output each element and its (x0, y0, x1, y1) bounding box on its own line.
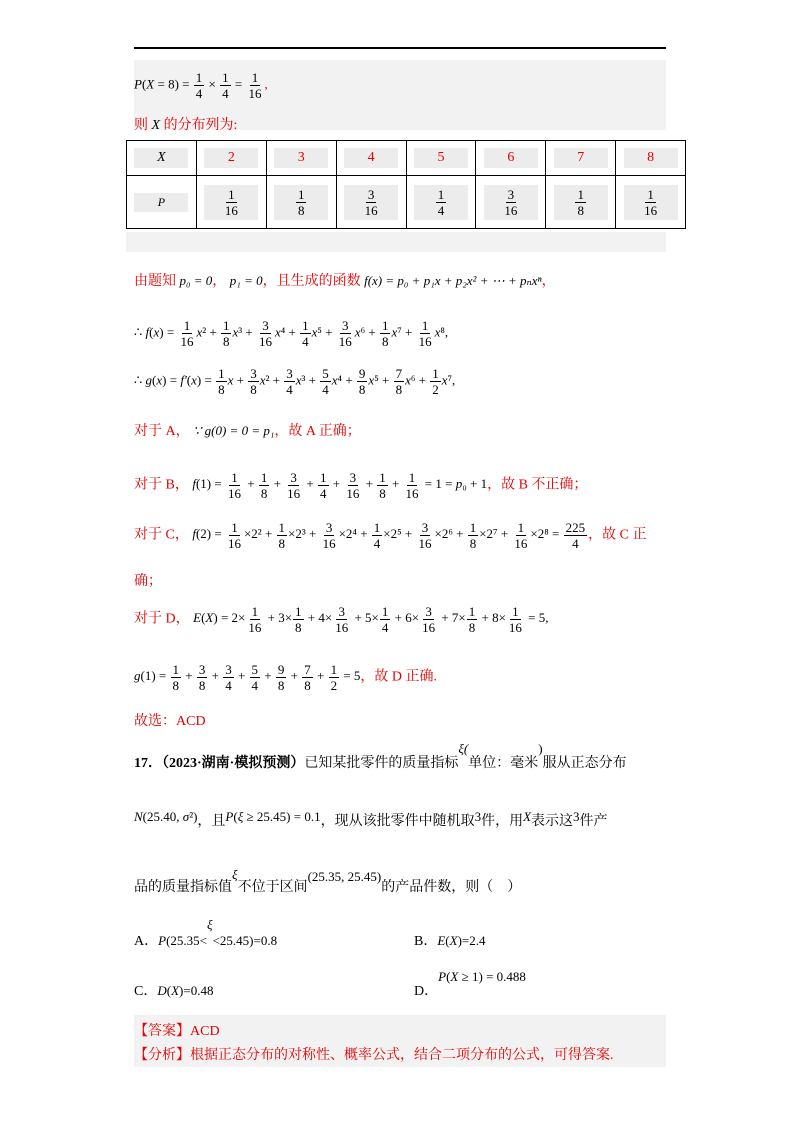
option-c-analysis: 对于 C， f(2) = $\frac{1}{16}$ ×2² + $\frac{1}{8}$ ×2³ + $\frac{3}{16}$ ×2⁴ + $\frac{1}{4}$ ×2⁵ + $\frac{3}{16}$ ×2⁶ + $\frac{1}{8}$ ×2⁷ + $\frac{1}{16}$ ×2⁸ = $\frac{225}{4}$ ，故 C 正 (134, 520, 647, 551)
table-row-p (127, 176, 686, 229)
g1-analysis: g(1) = $\frac{1}{8}$ + $\frac{3}{8}$ + $\frac{3}{4}$ + $\frac{5}{4}$ + $\frac{9}{8}$ + $\frac{7}{8}$ + $\frac{1}{2}$ = 5，故 D 正确. (134, 662, 438, 693)
top-rule (134, 47, 666, 49)
table-row-x (127, 141, 686, 176)
distribution-intro: 则 X 的分布列为: (134, 118, 238, 133)
p-value: $\frac{1}{4}$ (406, 176, 476, 229)
p-value: $\frac{1}{16}$ (196, 176, 266, 229)
option-c: C．D(X)=0.48 (134, 983, 214, 999)
option-b-analysis: 对于 B， f(1) = $\frac{1}{16}$ + $\frac{1}{8}$ + $\frac{3}{16}$ + $\frac{1}{4}$ + $\frac{3}{16}$ + $\frac{1}{8}$ + $\frac{1}{16}$ = 1 = p₀ + 1，故 B 不正确； (134, 470, 588, 501)
gx-formula: ∴ g(x) = f′(x) = $\frac{1}{8}$ x + $\frac{3}{8}$ x² + $\frac{3}{4}$ x³ + $\frac{5}{4}$ x⁴ + $\frac{9}{8}$ x⁵ + $\frac{7}{8}$ x⁶ + $\frac{1}{2}$ x⁷, (134, 366, 456, 397)
x-value: 8 (616, 141, 686, 176)
p-value: $\frac{3}{16}$ (476, 176, 546, 229)
table-header-x: X (127, 141, 197, 176)
p8-line: P(X = 8) = $\frac{1}{4}$ × $\frac{1}{4}$ = $\frac{1}{16}$ , (134, 70, 268, 101)
x-value: 5 (406, 141, 476, 176)
x-value: 3 (266, 141, 336, 176)
x-value: 4 (336, 141, 406, 176)
x-value: 6 (476, 141, 546, 176)
p-value: $\frac{3}{16}$ (336, 176, 406, 229)
fx-formula: ∴ f(x) = $\frac{1}{16}$ x² + $\frac{1}{8}$ x³ + $\frac{3}{16}$ x⁴ + $\frac{1}{4}$ x⁵ + $\frac{3}{16}$ x⁶ + $\frac{1}{8}$ x⁷ + $\frac{1}{16}$ x⁸, (134, 318, 449, 349)
x-value: 2 (196, 141, 266, 176)
p-value: $\frac{1}{8}$ (266, 176, 336, 229)
option-d-analysis: 对于 D， E(X) = 2× $\frac{1}{16}$ + 3× $\frac{1}{8}$ + 4× $\frac{3}{16}$ + 5× $\frac{1}{4}$ + 6× $\frac{3}{16}$ + 7× $\frac{1}{8}$ + 8× $\frac{1}{16}$ = 5, (134, 604, 549, 635)
final-choice: 故选：ACD (134, 714, 206, 729)
option-b: B．E(X)=2.4 (414, 933, 486, 949)
q17-line-2: N(25.40, σ²)，且P(ξ ≥ 25.45) = 0.1，现从该批零件中随机取3件，用X表示这3件产 (134, 809, 608, 829)
distribution-table (126, 140, 686, 229)
answer-line: 【答案】ACD (134, 1024, 220, 1039)
p-value: $\frac{1}{8}$ (546, 176, 616, 229)
analysis-line: 【分析】根据正态分布的对称性、概率公式，结合二项分布的公式，可得答案. (134, 1048, 614, 1063)
generating-function-line: 由题知 p₀ = 0， p₁ = 0，且生成的函数 f(x) = p₀ + p₁x + p₂x² + ⋯ + pₙxⁿ， (134, 273, 556, 289)
table-header-p: P (127, 176, 197, 229)
option-a-analysis: 对于 A， ∵ g(0) = 0 = p₁，故 A 正确； (134, 423, 361, 439)
x-value: 7 (546, 141, 616, 176)
table-footer-band (126, 232, 666, 252)
option-d: D．P(X ≥ 1) = 0.488 (414, 969, 526, 999)
option-a: A．P(25.35<ξ<25.45)=0.8 (134, 917, 278, 949)
q17-line-1: 17．（2023·湖南·模拟预测）已知某批零件的质量指标ξ(单位：毫米)服从正态分布 (134, 741, 627, 771)
option-c-continued: 确； (134, 574, 162, 589)
p-value: $\frac{1}{16}$ (616, 176, 686, 229)
q17-line-3: 品的质量指标值ξ不位于区间(25.35, 25.45)的产品件数，则（ ） (134, 867, 522, 895)
